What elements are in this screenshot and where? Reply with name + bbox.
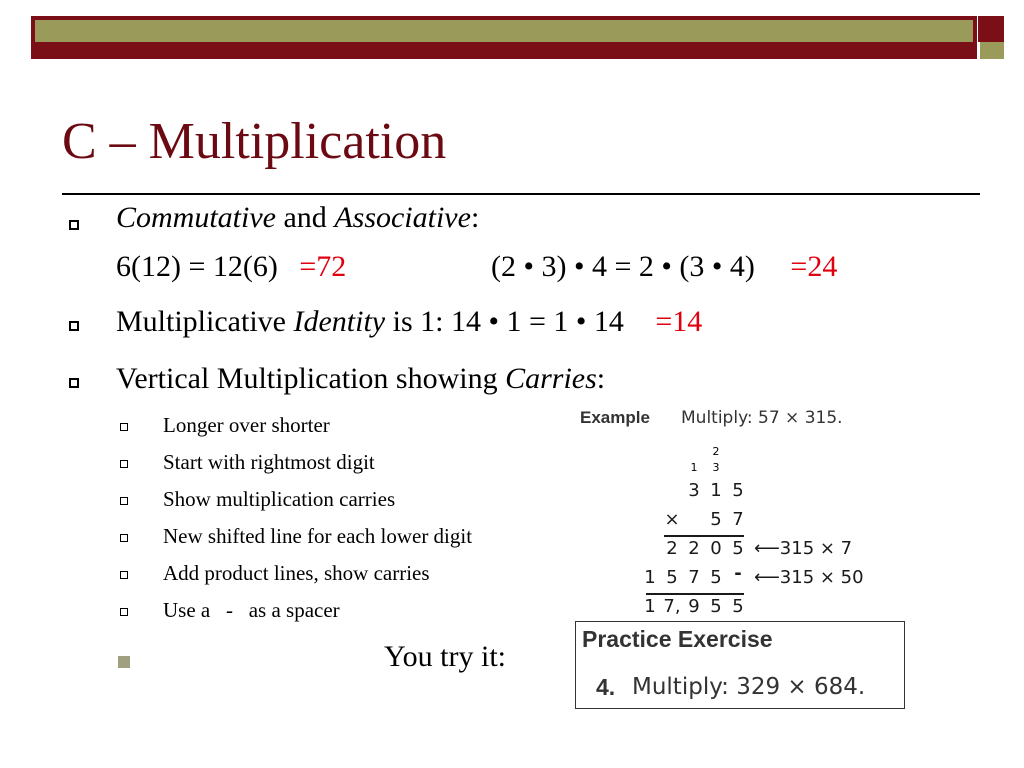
carry-digit: 3 — [712, 461, 720, 474]
sub-bullet-3: Show multiplication carries — [163, 487, 396, 511]
partial1-digit: 2 — [688, 538, 700, 559]
partial1-note: ⟵315 × 7 — [754, 538, 853, 559]
colon: : — [470, 201, 480, 234]
bullet-vertical-multiplication — [116, 362, 605, 396]
practice-problem: Multiply: 329 × 684. — [632, 674, 866, 700]
multiplier-digit: 5 — [710, 509, 722, 530]
partial2-digit: 5 — [710, 567, 722, 588]
multiplicand-digit: 1 — [710, 480, 722, 501]
practice-number: 4. — [596, 674, 616, 700]
partial2-digit: 1 — [644, 567, 656, 588]
practice-heading: Practice Exercise — [582, 626, 773, 652]
carry-digit: 2 — [712, 445, 720, 458]
term-commutative: Commutative — [116, 201, 276, 234]
bullet-square-icon — [69, 378, 79, 388]
header-bar-accent — [35, 20, 973, 42]
answer-24: =24 — [790, 250, 838, 283]
sub-bullet-6: Use a - as a spacer — [163, 598, 340, 622]
carry-digit: 1 — [690, 461, 698, 474]
multiplicand-digit: 5 — [732, 480, 744, 501]
associative-example — [491, 250, 837, 284]
partial1-digit: 5 — [732, 538, 744, 559]
sub-bullet-4: New shifted line for each lower digit — [163, 524, 473, 548]
sub-bullet-icon — [120, 608, 128, 616]
header-square-bottom — [980, 42, 1004, 59]
term-identity: Identity — [293, 305, 386, 338]
sub-bullet-icon — [120, 423, 128, 431]
multiplier-digit: 7 — [732, 509, 744, 530]
you-try-it: You try it: — [384, 640, 506, 673]
slide-title: C – Multiplication — [62, 113, 447, 170]
partial1-digit: 0 — [710, 538, 722, 559]
colon: : — [596, 362, 606, 395]
sub-bullet-1: Longer over shorter — [163, 413, 330, 437]
spacer-dash: - — [734, 563, 742, 584]
term-carries: Carries — [505, 362, 597, 395]
equation-commutative: 6(12) = 12(6) — [116, 250, 278, 283]
answer-14: =14 — [655, 305, 703, 338]
answer-72: =72 — [299, 250, 347, 283]
times-sign: × — [664, 509, 680, 530]
partial2-note: ⟵315 × 50 — [754, 567, 864, 588]
result-digit: 9 — [688, 596, 700, 617]
identity-post: is 1: 14 • 1 = 1 • 14 — [392, 305, 624, 338]
partial2-digit: 5 — [666, 567, 678, 588]
sub-bullet-2: Start with rightmost digit — [163, 450, 375, 474]
sub-bullet-icon — [120, 497, 128, 505]
partial2-digit: 7 — [688, 567, 700, 588]
identity-pre: Multiplicative — [116, 305, 286, 338]
result-digit: 7, — [663, 596, 681, 617]
calc-rule — [664, 535, 744, 537]
header-square-top — [978, 16, 1004, 42]
result-digit: 5 — [710, 596, 722, 617]
sub-bullet-icon — [120, 534, 128, 542]
bullet-square-icon — [69, 220, 79, 230]
term-associative: Associative — [334, 201, 471, 234]
equation-associative: (2 • 3) • 4 = 2 • (3 • 4) — [491, 250, 755, 283]
calc-rule — [646, 593, 744, 595]
title-divider — [62, 193, 980, 195]
result-digit: 1 — [644, 596, 656, 617]
word-and: and — [283, 201, 327, 234]
multiplicand-digit: 3 — [688, 480, 700, 501]
example-prompt: Multiply: 57 × 315. — [681, 408, 843, 428]
sub-bullet-5: Add product lines, show carries — [163, 561, 430, 585]
result-digit: 5 — [732, 596, 744, 617]
bullet-identity — [116, 305, 702, 339]
bullet-filled-icon — [118, 656, 130, 668]
example-label: Example — [580, 408, 650, 427]
sub-bullet-icon — [120, 571, 128, 579]
bullet-commutative — [116, 201, 479, 235]
partial1-digit: 2 — [666, 538, 678, 559]
vertical-pre: Vertical Multiplication showing — [116, 362, 498, 395]
sub-bullet-icon — [120, 460, 128, 468]
commutative-example — [116, 250, 346, 284]
bullet-square-icon — [69, 321, 79, 331]
